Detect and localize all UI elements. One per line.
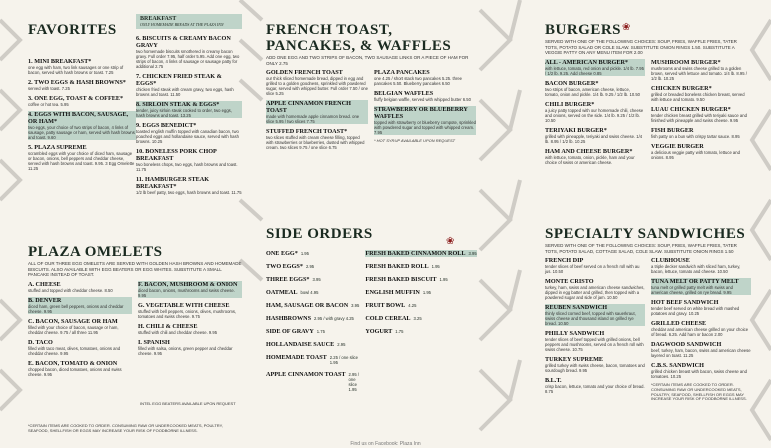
side-order-name: OATMEAL	[266, 289, 298, 296]
menu-item-name: HOT BEEF SANDWICH	[651, 299, 719, 306]
menu-item	[266, 69, 368, 96]
menu-item-desc: two slices stuffed with cream cheese filling, topped with strawberries or blueberries, dusted with whipped cream. two slices 9.75 / one slice 6.75	[266, 135, 365, 150]
menu-item	[28, 111, 136, 140]
burgers-section	[545, 22, 751, 169]
menu-item	[374, 69, 476, 86]
side-order-price: 2.95	[305, 264, 315, 269]
menu-item-name: GOLDEN FRENCH TOAST	[266, 69, 343, 76]
french-toast-intro: ADD ONE EGG AND TWO STRIPS OF BACON, TWO SAUSAGE LINKS OR A PIECE OF HAM FOR ONLY 2.75	[266, 55, 469, 66]
menu-item-desc: our thick sliced homemade bread, dipped in egg and grilled to a golden goodness, sprinkled with powdered sugar, served with whipped butter. Full order 7.50 / one slice 5.25	[266, 76, 368, 96]
menu-item-name: B.L.T.	[545, 377, 562, 384]
side-order-name: FRUIT BOWL	[365, 302, 406, 309]
menu-item-desc: tuna melt or grilled patty melt with swiss and american cheese, grilled on rye bread. 9.95	[651, 285, 733, 295]
menu-item-name: TERIYAKI BURGER*	[545, 126, 607, 134]
menu-item-desc: toasted english muffin topped with canadian bacon, two poached eggs and hollandaise sauce, served with hash browns. 10.25	[136, 129, 239, 144]
menu-item	[545, 304, 645, 326]
side-order-item	[266, 276, 359, 283]
menu-item-desc: scrambled eggs with your choice of diced ham, sausage or bacon, onions, bell peppers and cheddar cheese, served with hash browns and toast. 9.95. 3 Egg Omelette 11.25	[28, 151, 135, 171]
menu-item-desc: cheddar and american cheese grilled on your choice of bread. 6.25. Add ham or bacon 2.00	[651, 327, 749, 337]
menu-item-name: CHICKEN BURGER*	[651, 84, 712, 92]
french-toast-title-2: PANCAKES, & WAFFLES	[266, 38, 452, 54]
menu-item-desc: tender slices of beef topped with grilled onions, bell peppers and mushrooms, served on a french roll with swiss cheese. 10.75	[545, 337, 644, 352]
menu-item-name: LUAU CHICKEN BURGER*	[651, 105, 731, 113]
menu-item-desc: filled with salsa, onions, green pepper and cheddar cheese. 9.95	[138, 345, 233, 356]
side-order-name: FRESH BAKED BISCUIT	[365, 276, 437, 283]
menu-item	[28, 360, 132, 377]
side-order-item	[365, 263, 476, 270]
menu-item-name: 11. HAMBURGER STEAK BREAKFAST*	[136, 176, 210, 190]
menu-item	[545, 356, 645, 373]
menu-item-desc: with lettuce, tomato, red onion and pickle. 1/4 lb. 7.95 / 1/2 lb. 9.25. Add cheese 0.85	[545, 65, 644, 76]
menu-item-name: 5. PLAZA SUPREME	[28, 144, 87, 151]
menu-item-desc: two eggs, your choice of two strips of bacon, 4 links of sausage, patty sausage or ham, served with hash browns and toast. 9.60	[28, 125, 135, 140]
menu-item-name: E. BACON, TOMATO & ONION	[28, 359, 118, 367]
menu-item-name: D. TACO	[28, 338, 53, 346]
menu-item-name: VEGGIE BURGER	[651, 142, 704, 150]
side-order-price: 3.95	[312, 277, 321, 282]
side-order-item	[365, 289, 476, 296]
menu-item	[651, 106, 751, 123]
menu-item	[651, 299, 751, 316]
omelets-title: PLAZA OMELETS	[28, 244, 163, 260]
menu-item-desc: grilled chicken breast with bacon, swiss cheese and tomatoes. 10.25	[651, 369, 747, 379]
side-order-price: 2.95	[337, 342, 346, 347]
breakfast-banner-title: BREAKFAST	[140, 16, 177, 22]
menu-item-desc: served with toast. 7.25	[28, 86, 70, 91]
side-order-item	[365, 250, 476, 257]
menu-item	[28, 58, 136, 75]
menu-item-desc: chicken fried steak with cream gravy, two eggs, hash browns and toast. 11.50	[136, 87, 234, 97]
menu-item	[138, 281, 242, 298]
menu-item-desc: tender beef served on white bread with mashed potatoes and gravy. 10.25	[651, 306, 740, 316]
french-toast-left-list	[266, 69, 368, 154]
menu-item-name: H. CHILI & CHEESE	[138, 322, 198, 330]
menu-item-name: TUNA MELT OR PATTY MELT	[651, 278, 739, 285]
menu-item	[266, 100, 368, 124]
burgers-title: BURGERS	[545, 22, 622, 38]
side-order-price: 1.95	[431, 264, 440, 269]
menu-item	[136, 35, 242, 69]
breakfast-banner-sub: ONLY HOMEMADE BREADS AT THE PLAZA INN	[140, 22, 224, 27]
menu-item-desc: one egg with ham, two link sausages or one strip of bacon, served with hash browns or toast. 7.25	[28, 65, 124, 75]
menu-item-desc: thinly sliced corned beef, topped with sauerkraut, swiss cheese and thousand island on grilled rye bread. 10.50	[545, 311, 636, 326]
menu-item-name: 6. BISCUITS & CREAMY BACON GRAVY	[136, 35, 231, 49]
side-order-name: ENGLISH MUFFIN	[365, 289, 420, 296]
favorites-right-column	[136, 14, 242, 199]
menu-item-desc: made with homemade apple cinnamon bread. one slice 5.95 / two slices 7.75	[266, 114, 360, 124]
side-order-item	[266, 302, 359, 309]
menu-item-desc: two strips of bacon, american cheese, lettuce, tomato, onion and pickle. 1/4 lb. 9.25 / 1/2 lb. 10.50	[545, 86, 640, 97]
side-order-item	[266, 263, 359, 270]
menu-item	[545, 148, 645, 165]
menu-item	[545, 257, 645, 274]
menu-item-desc: a triple decker sandwich with sliced ham, turkey, bacon, lettuce, tomato and cheese. 10.50	[651, 264, 741, 274]
side-order-name: HOLLANDAISE SAUCE	[266, 341, 335, 348]
french-toast-note: * HOT SYRUP AVAILABLE UPON REQUEST	[374, 138, 456, 143]
menu-item	[545, 101, 645, 123]
menu-item-name: FISH BURGER	[651, 126, 694, 134]
menu-item-desc: beef, turkey, ham, bacon, swiss and american cheese layered on toast. 11.25	[651, 348, 751, 358]
sandwiches-right-list	[651, 257, 751, 379]
menu-item-name: 1. MINI BREAKFAST*	[28, 58, 92, 65]
menu-item-name: STRAWBERRY OR BLUEBERRY WAFFLES	[374, 106, 468, 120]
side-order-price: 2.25 / one slice 1.95	[329, 355, 358, 365]
menu-item-name: G. VEGETABLE WITH CHEESE	[138, 301, 230, 309]
side-order-name: FRESH BAKED CINNAMON ROLL	[365, 250, 466, 257]
menu-item-desc: two boneless chops, two eggs, hash browns and toast. 11.75	[136, 162, 238, 172]
side-order-name: HOMEMADE TOAST	[266, 354, 327, 361]
side-order-price: 1.95	[439, 277, 448, 282]
side-order-name: APPLE CINNAMON TOAST	[266, 371, 346, 378]
side-order-item	[365, 328, 476, 335]
menu-item	[138, 302, 242, 319]
menu-item	[28, 281, 132, 293]
side-order-price: 1.75	[395, 329, 404, 334]
omelets-left-list	[28, 281, 132, 381]
menu-item-name: F. BACON, MUSHROOM & ONION	[138, 280, 238, 288]
menu-item	[545, 330, 645, 352]
menu-item	[136, 122, 242, 144]
favorites-title: FAVORITES	[28, 22, 117, 38]
menu-item-name: MONTE CRISTO	[545, 278, 594, 285]
french-toast-section	[266, 22, 476, 154]
menu-item-desc: stuffed with chili and cheddar cheese. 9.95	[138, 329, 218, 335]
menu-item	[28, 318, 132, 335]
favorites-right-list	[136, 35, 242, 195]
favorites-left-column	[28, 22, 136, 175]
side-order-item	[266, 250, 359, 257]
menu-item-name: C.B.S. SANDWICH	[651, 362, 704, 369]
menu-item	[651, 341, 751, 358]
menu-item-desc: tender, juicy sirloin steak cooked to order, two eggs, hash browns and toast. 13.25	[136, 108, 232, 118]
menu-item-desc: filled with taco meat, olives, tomatoes, onions and cheddar cheese. 9.95	[28, 345, 121, 356]
menu-item	[136, 176, 242, 195]
side-order-price: 1.75	[316, 329, 325, 334]
side-orders-right-list	[365, 250, 476, 398]
menu-item	[651, 257, 751, 274]
french-toast-title-1: FRENCH TOAST,	[266, 22, 393, 38]
menu-item-name: B. DENVER	[28, 296, 62, 304]
menu-item-name: 10. BONELESS PORK CHOP BREAKFAST	[136, 148, 217, 162]
menu-item-name: GRILLED CHEESE	[651, 320, 707, 327]
menu-item-desc: mushrooms and swiss cheese grilled to a golden brown, served with lettuce and tomato. 1/4 lb. 8.95 / 1/2 lb. 10.25	[651, 65, 747, 81]
side-order-price: 3.95	[468, 251, 477, 256]
menu-item-name: 2. TWO EGGS & HASH BROWNS*	[28, 79, 126, 86]
menu-item-name: PLAZA PANCAKES	[374, 69, 430, 76]
menu-item	[136, 148, 242, 172]
side-order-item	[365, 302, 476, 309]
side-order-name: YOGURT	[365, 328, 393, 335]
menu-item	[545, 278, 645, 300]
menu-item-name: I. SPANISH	[138, 338, 170, 346]
menu-item-name: ALL - AMERICAN BURGER*	[545, 58, 629, 66]
menu-item	[138, 323, 242, 335]
menu-item	[651, 59, 751, 81]
menu-item-name: 8. SIRLOIN STEAK & EGGS*	[136, 101, 220, 108]
omelets-footnote: *CERTAIN ITEMS ARE COOKED TO ORDER. CONSUMING RAW OR UNDERCOOKED MEATS, POULTRY, SEAFOOD, SHELLFISH OR EGGS MAY INCREASE YOUR RISK OF FOODBORNE ILLNESS.	[28, 423, 223, 433]
side-order-name: HAM, SAUSAGE OR BACON	[266, 302, 349, 309]
menu-item-name: 4. EGGS WITH BACON, SAUSAGE, OR HAM*	[28, 111, 129, 125]
menu-item-desc: with lettuce, tomato, onion, pickle, ham and your choice of swiss or american cheese.	[545, 154, 635, 165]
menu-item-name: TURKEY SUPREME	[545, 356, 604, 363]
menu-item-desc: a juicy patty topped with our homemade chili, cheese and onions, served on the side. 1/4 lb. 9.25 / 1/2 lb. 10.50	[545, 107, 644, 123]
menu-item	[651, 127, 751, 139]
omelets-note: INTEL EGG BEATERS AVAILABLE UPON REQUEST	[140, 401, 236, 406]
burgers-right-list	[651, 59, 751, 169]
menu-item	[545, 80, 645, 97]
menu-item-desc: tender chicken breast grilled with teriyaki sauce and finished with pineapple and swiss cheese. 9.95	[651, 112, 747, 123]
side-order-name: SIDE OF GRAVY	[266, 328, 314, 335]
side-order-price: 1.95	[422, 290, 431, 295]
menu-item	[28, 297, 132, 314]
menu-item	[28, 144, 136, 171]
side-order-item	[266, 341, 359, 348]
menu-item-name: A. CHEESE	[28, 280, 61, 288]
menu-item	[374, 90, 476, 102]
menu-item-name: C. BACON, SAUSAGE OR HAM	[28, 317, 118, 325]
menu-item-name: MUSHROOM BURGER*	[651, 58, 721, 66]
menu-item-name: BACON BURGER*	[545, 79, 599, 87]
omelets-section	[28, 244, 242, 381]
side-order-item	[365, 315, 476, 322]
menu-item-desc: 1/2 lb beef patty, two eggs, hash browns and toast. 11.75	[136, 190, 242, 195]
sandwiches-intro: SERVED WITH ONE OF THE FOLLOWING CHOICES: SOUP, FRIES, WAFFLE FRIES, TATER TOTS, POTATO SALAD, COTTAGE SALAD, COLE SLAW. SUBSTITUTE ONION RINGS 1.50	[545, 243, 737, 254]
menu-item-name: REUBEN SANDWICH	[545, 304, 608, 311]
menu-item-desc: crisp bacon, lettuce, tomato and your choice of bread. 8.75	[545, 384, 645, 394]
menu-item-desc: diced ham, green bell peppers, onions and cheddar cheese. 9.95	[28, 303, 124, 314]
bottom-text: Find us on Facebook: Plaza Inn	[350, 441, 421, 447]
omelets-right-list	[138, 281, 242, 381]
menu-item-desc: stuffed with bell peppers, onions, olives, mushrooms, tomatoes and swiss cheese. 9.75	[138, 308, 237, 319]
menu-item-name: CHILI BURGER*	[545, 100, 595, 108]
menu-item-desc: grilled turkey with swiss cheese, bacon, tomatoes and sourdough bread. 9.95	[545, 363, 645, 373]
menu-item-name: 3. ONE EGG, TOAST & COFFEE*	[28, 95, 124, 102]
menu-item	[266, 128, 368, 150]
menu-item-desc: grilled or breaded boneless chicken breast, served with lettuce and tomato. 9.50	[651, 91, 745, 102]
menu-item	[651, 85, 751, 102]
sandwiches-left-list	[545, 257, 645, 402]
menu-item-desc: turkey, ham, swiss and american cheese sandwiches, dipped in egg batter and grilled, then topped with a powdered sugar and side of jam. 10.50	[545, 285, 645, 300]
burgers-left-list	[545, 59, 645, 169]
french-toast-right-list	[374, 69, 476, 135]
menu-item	[28, 95, 136, 107]
side-order-price: 2.95 / one slice 1.95	[348, 372, 360, 392]
sandwiches-footnote: *CERTAIN ITEMS ARE COOKED TO ORDER. CONSUMING RAW OR UNDERCOOKED MEATS, POULTRY, SEAFOOD, SHELLFISH OR EGGS MAY INCREASE YOUR RISK OF FOODBORNE ILLNESS.	[651, 382, 747, 402]
menu-item-desc: grilled with pineapple, teriyaki and swiss cheese. 1/4 lb. 8.95 / 1/2 lb. 10.25	[545, 133, 643, 144]
menu-item-desc: coffee or hot tea. 5.95	[28, 102, 69, 107]
breakfast-banner	[136, 14, 242, 29]
side-order-name: COLD CEREAL	[365, 315, 411, 322]
side-order-price: 3.95	[351, 303, 360, 308]
menu-item-name: HAM AND CHEESE BURGER*	[545, 147, 633, 155]
side-order-item	[365, 276, 476, 283]
menu-item-desc: chopped bacon, diced tomatoes, onions and swiss cheese. 9.95	[28, 366, 122, 377]
menu-item	[545, 127, 645, 144]
rose-icon: ❀	[446, 236, 455, 247]
side-orders-title: SIDE ORDERS	[266, 226, 373, 242]
side-order-item	[266, 354, 359, 365]
menu-item-name: STUFFED FRENCH TOAST*	[266, 128, 348, 135]
side-order-item	[266, 328, 359, 335]
burgers-intro: SERVED WITH ONE OF THE FOLLOWING CHOICES: SOUP, FRIES, WAFFLE FRIES, TATER TOTS, POTATO SALAD OR COLE SLAW. SUBSTITUTE ONION RINGS 1.50. SUBSTITUTE A VEGGIE PATTY ON ANY MENU ITEM FOR 2.00	[545, 39, 737, 55]
side-order-item	[266, 289, 359, 296]
menu-item	[651, 362, 751, 379]
side-order-item	[266, 371, 359, 392]
omelets-intro: ALL OF OUR THREE EGG OMELETS ARE SERVED WITH GOLDEN HASH BROWNS AND HOMEMADE BISCUITS. ALSO AVAILABLE WITH EGG BEATERS OR EGG WHITES. SUBSTITUTE A SMALL PANCAKE INSTEAD OF TOAST.	[28, 261, 242, 277]
menu-item	[651, 320, 751, 337]
side-order-price: 3.25	[413, 316, 422, 321]
side-order-price: 4.25	[408, 303, 417, 308]
side-order-name: HASHBROWNS	[266, 315, 312, 322]
menu-item	[136, 101, 242, 118]
menu-item-name: DAGWOOD SANDWICH	[651, 341, 722, 348]
favorites-left-list	[28, 58, 136, 171]
menu-item-name: 7. CHICKEN FRIED STEAK & EGGS*	[136, 73, 222, 87]
menu-item	[545, 59, 645, 76]
menu-item	[28, 339, 132, 356]
side-order-name: THREE EGGS*	[266, 276, 310, 283]
rose-icon: ❀	[622, 22, 631, 33]
menu-item	[374, 106, 476, 135]
side-order-name: FRESH BAKED ROLL	[365, 263, 429, 270]
sandwiches-section	[545, 226, 751, 402]
side-order-price: 2.95 / with gravy 4.25	[314, 316, 354, 321]
menu-item-desc: fish patty on a bun with crispy tartar sauce. 8.95	[651, 133, 740, 139]
sandwiches-title: SPECIALTY SANDWICHES	[545, 226, 746, 242]
menu-item-name: BELGIAN WAFFLES	[374, 90, 434, 97]
menu-item	[28, 79, 136, 91]
menu-item	[136, 73, 242, 97]
menu-item-desc: two homemade biscuits smothered in creamy bacon gravy. Full order 7.95, half order 5.95. Add one egg, two strips of bacon, 4 links of sausage or sausage patty for additional 2.75	[136, 49, 240, 69]
menu-item	[138, 339, 242, 356]
menu-item-desc: one 4.25 / short stack two pancakes 5.25. three pancakes 5.50. Blueberry pancakes 6.50	[374, 76, 462, 86]
side-order-item	[266, 315, 359, 322]
menu-item-desc: fluffy belgian waffle, served with whipped butter 6.50	[374, 97, 471, 102]
menu-item-name: PHILLY SANDWICH	[545, 330, 605, 337]
menu-item-name: FRENCH DIP	[545, 257, 584, 264]
menu-item-desc: stuffed and topped with cheddar cheese. 8.50	[28, 287, 113, 293]
menu-item-desc: tender slices of beef served on a french roll with au jus. 10.50	[545, 264, 640, 274]
menu-item-name: CLUBHOUSE	[651, 257, 690, 264]
side-orders-left-list	[266, 250, 359, 398]
side-order-price: 1.95	[300, 251, 309, 256]
menu-item-desc: a delicious veggie patty with tomato, lettuce and onions. 8.95	[651, 149, 740, 160]
side-orders-section	[266, 226, 476, 398]
menu-item	[545, 377, 645, 394]
menu-item-name: APPLE CINNAMON FRENCH TOAST	[266, 100, 351, 114]
side-order-name: TWO EGGS*	[266, 263, 303, 270]
side-order-name: ONE EGG*	[266, 250, 298, 257]
menu-item-desc: topped with strawberry or blueberry compote, sprinkled with powdered sugar and topped with whipped cream. 7.95	[374, 120, 476, 135]
menu-item-desc: diced bacon, onions, mushrooms and swiss cheese. 9.95	[138, 287, 235, 298]
menu-item	[651, 143, 751, 160]
menu-item-desc: filled with your choice of bacon, sausage or ham, cheddar cheese. 9.75 / all three 11.95	[28, 324, 119, 335]
menu-item-name: 9. EGGS BENEDICT*	[136, 122, 197, 129]
side-order-price: bowl 4.95	[300, 290, 319, 295]
menu-item	[651, 278, 751, 295]
